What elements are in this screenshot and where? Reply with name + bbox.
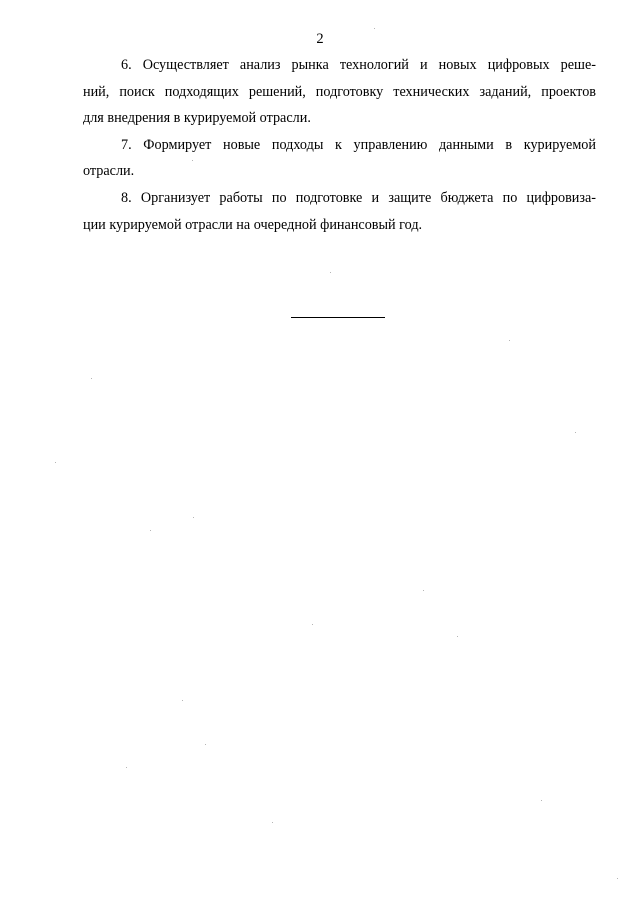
scan-speck — [55, 462, 56, 463]
scan-speck — [182, 700, 183, 701]
scan-speck — [91, 378, 92, 379]
scan-speck — [541, 800, 542, 801]
paragraph-6-line-3: для внедрения в курируемой отрасли. — [83, 110, 311, 127]
scan-speck — [150, 530, 151, 531]
scan-speck — [617, 878, 618, 879]
paragraph-7-line-2: отрасли. — [83, 163, 135, 180]
scan-speck — [205, 744, 206, 745]
scan-speck — [312, 624, 313, 625]
scan-speck — [192, 160, 193, 161]
scan-speck — [423, 590, 424, 591]
end-of-text-rule — [291, 317, 385, 318]
paragraph-8-line-1: 8. Организует работы по подготовке и защите бюджета по цифровиза- — [121, 189, 596, 206]
paragraph-8-line-2: ции курируемой отрасли на очередной финансовый год. — [83, 216, 423, 233]
page-number: 2 — [316, 31, 324, 47]
scan-speck — [575, 432, 576, 433]
paragraph-6-line-1: 6. Осуществляет анализ рынка технологий и новых цифровых реше- — [121, 57, 596, 73]
scan-speck — [374, 28, 375, 29]
scan-speck — [126, 767, 127, 768]
paragraph-6-line-2: ний, поиск подходящих решений, подготовку технических заданий, проектов — [83, 83, 596, 100]
paragraph-7-line-1: 7. Формирует новые подходы к управлению данными в курируемой — [121, 136, 596, 153]
scan-speck — [509, 340, 510, 341]
scan-speck — [193, 517, 194, 518]
scan-speck — [457, 636, 458, 637]
scan-speck — [272, 822, 273, 823]
document-body — [83, 52, 596, 238]
scan-speck — [330, 272, 331, 273]
